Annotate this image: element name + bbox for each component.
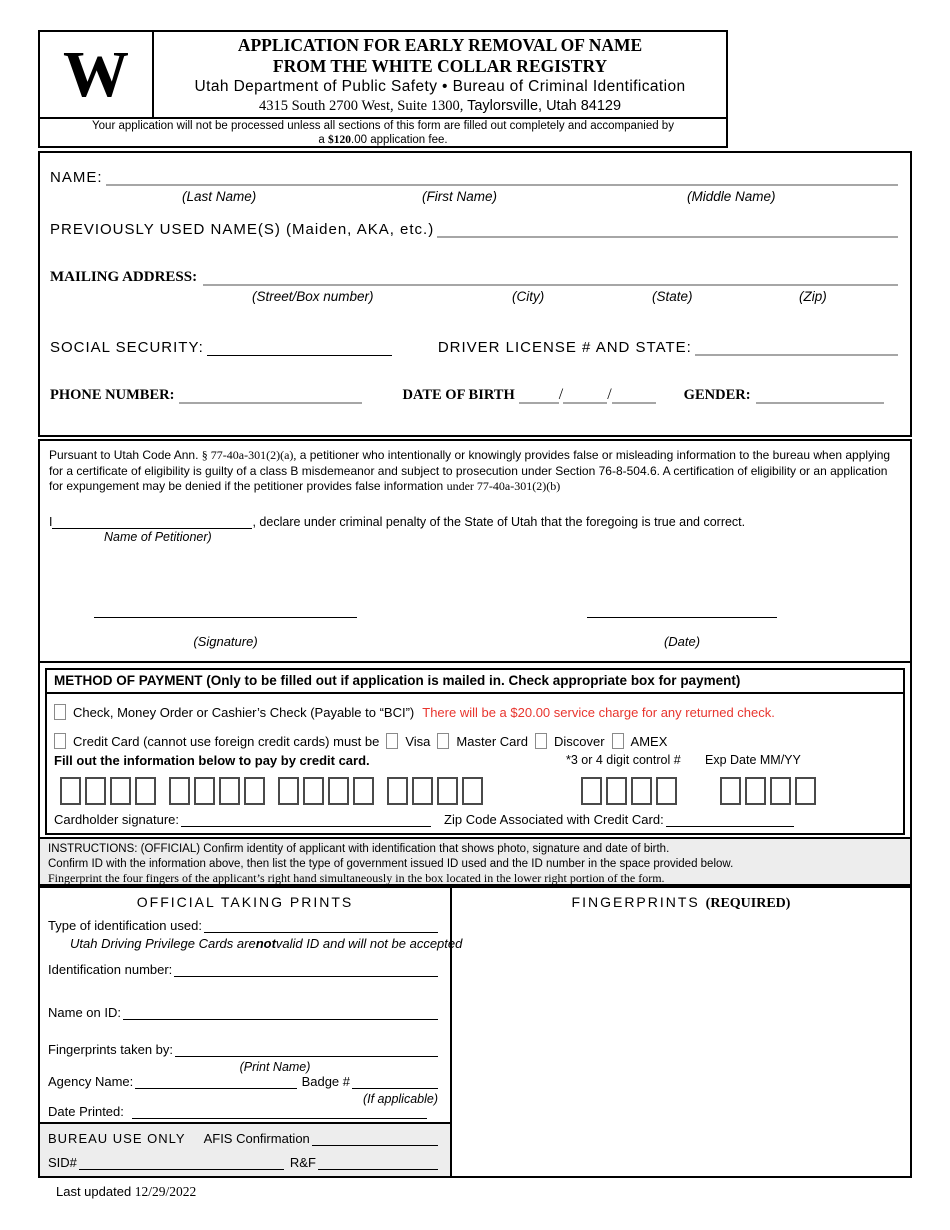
fingerprints-taken-by-label: Fingerprints taken by: bbox=[48, 1042, 174, 1057]
id-type-input-line[interactable] bbox=[204, 918, 438, 933]
phone-label: PHONE NUMBER: bbox=[50, 387, 175, 403]
card-number-row bbox=[47, 777, 903, 805]
notice-fee-amount: $120 bbox=[328, 133, 352, 146]
petitioner-name-input-line[interactable] bbox=[52, 514, 252, 529]
afis-confirmation-input-line[interactable] bbox=[312, 1131, 438, 1146]
mailing-address-input-line[interactable] bbox=[203, 270, 898, 286]
card-digit-box[interactable] bbox=[770, 777, 791, 805]
zip-sublabel: (Zip) bbox=[799, 289, 827, 304]
card-digit-box[interactable] bbox=[169, 777, 190, 805]
fingerprints-header: FINGERPRINTS bbox=[571, 894, 706, 910]
id-type-note bbox=[70, 936, 463, 951]
mastercard-label: Master Card bbox=[456, 733, 528, 749]
sid-input-line[interactable] bbox=[79, 1155, 284, 1170]
badge-number-label: Badge # bbox=[301, 1074, 350, 1089]
payment-header: METHOD OF PAYMENT (Only to be filled out if application is mailed in. Check appropriate box for payment) bbox=[47, 670, 903, 694]
prints-section bbox=[38, 886, 912, 1178]
notice-fee-prefix: a bbox=[318, 133, 329, 146]
form-title-line2: FROM THE WHITE COLLAR REGISTRY bbox=[272, 56, 608, 76]
exp-date-label: Exp Date MM/YY bbox=[705, 753, 801, 767]
street-sublabel: (Street/Box number) bbox=[252, 289, 374, 304]
ssn-label: SOCIAL SECURITY: bbox=[50, 339, 204, 356]
fillout-instruction-row bbox=[47, 753, 903, 768]
dob-year-line[interactable] bbox=[612, 388, 656, 404]
credit-card-checkbox[interactable] bbox=[54, 733, 66, 749]
signature-area bbox=[40, 616, 910, 660]
control-number-label: *3 or 4 digit control # bbox=[566, 753, 681, 767]
legal-citation-1: § 77-40a-301(2)(a), bbox=[201, 448, 297, 462]
last-updated-prefix: Last updated bbox=[56, 1184, 135, 1199]
name-on-id-input-line[interactable] bbox=[123, 1005, 438, 1020]
print-name-sublabel: (Print Name) bbox=[239, 1060, 311, 1074]
date-sublabel: (Date) bbox=[663, 634, 701, 649]
middle-name-sublabel: (Middle Name) bbox=[687, 189, 776, 204]
agency-address bbox=[154, 97, 726, 115]
card-number-group bbox=[387, 777, 487, 805]
petitioner-sublabel: Name of Petitioner) bbox=[104, 529, 212, 544]
card-digit-box[interactable] bbox=[720, 777, 741, 805]
last-updated-note bbox=[56, 1184, 196, 1200]
id-number-input-line[interactable] bbox=[174, 962, 438, 977]
card-digit-box[interactable] bbox=[219, 777, 240, 805]
afis-confirmation-label: AFIS Confirmation bbox=[203, 1131, 310, 1146]
gender-label: GENDER: bbox=[683, 387, 751, 403]
first-name-sublabel: (First Name) bbox=[422, 189, 497, 204]
card-zip-label: Zip Code Associated with Credit Card: bbox=[444, 812, 664, 827]
state-sublabel: (State) bbox=[652, 289, 693, 304]
driver-license-input-line[interactable] bbox=[695, 340, 898, 356]
date-printed-label: Date Printed: bbox=[48, 1104, 124, 1119]
application-notice bbox=[38, 119, 728, 148]
gender-input-line[interactable] bbox=[756, 388, 884, 404]
notice-line1: Your application will not be processed unless all sections of this form are filled out completely and accompanied by bbox=[92, 120, 674, 132]
sid-label: SID# bbox=[48, 1155, 77, 1170]
discover-checkbox[interactable] bbox=[535, 733, 547, 749]
id-number-label: Identification number: bbox=[48, 962, 173, 977]
bureau-use-only-label: BUREAU USE ONLY bbox=[48, 1131, 186, 1146]
legal-declaration-section bbox=[38, 439, 912, 663]
card-number-group bbox=[60, 777, 160, 805]
legal-paragraph bbox=[49, 448, 901, 495]
cardholder-signature-input-line[interactable] bbox=[181, 812, 431, 827]
visa-label: Visa bbox=[405, 733, 431, 749]
card-digit-box[interactable] bbox=[85, 777, 106, 805]
card-digit-box[interactable] bbox=[303, 777, 324, 805]
card-digit-box[interactable] bbox=[328, 777, 349, 805]
card-digit-box[interactable] bbox=[135, 777, 156, 805]
card-digit-box[interactable] bbox=[387, 777, 408, 805]
official-taking-prints-column bbox=[40, 888, 463, 1176]
legal-text-1: Pursuant to Utah Code Ann. bbox=[49, 448, 202, 462]
check-option-label: Check, Money Order or Cashier’s Check (Payable to “BCI”) bbox=[73, 704, 415, 720]
id-note-part2: valid ID and will not be accepted bbox=[275, 936, 463, 951]
card-digit-box[interactable] bbox=[795, 777, 816, 805]
cardholder-signature-row bbox=[47, 812, 903, 827]
fingerprints-taken-by-input-line[interactable] bbox=[175, 1042, 438, 1057]
exp-date-group bbox=[720, 777, 820, 805]
fillout-instruction: Fill out the information below to pay by credit card. bbox=[54, 753, 370, 768]
agency-address-part1: 4315 South 2700 West, Suite 1300, bbox=[258, 98, 464, 114]
logo-letter: W bbox=[63, 37, 129, 111]
id-note-emphasis: not bbox=[255, 936, 276, 951]
form-title-line1: APPLICATION FOR EARLY REMOVAL OF NAME bbox=[237, 35, 643, 55]
date-input-line[interactable] bbox=[587, 616, 777, 618]
notice-line2 bbox=[40, 134, 726, 148]
legal-citation-2: under 77-40a-301(2)(b) bbox=[446, 479, 561, 493]
card-digit-box[interactable] bbox=[244, 777, 265, 805]
official-instructions bbox=[38, 837, 912, 886]
dob-day-line[interactable] bbox=[563, 388, 607, 404]
dob-separator2: / bbox=[607, 386, 612, 403]
card-digit-box[interactable] bbox=[353, 777, 374, 805]
badge-number-input-line[interactable] bbox=[352, 1074, 438, 1089]
card-digit-box[interactable] bbox=[656, 777, 677, 805]
driver-license-label: DRIVER LICENSE # AND STATE: bbox=[437, 339, 692, 356]
ssn-input-line[interactable] bbox=[207, 341, 392, 356]
dob-separator1: / bbox=[558, 386, 564, 403]
agency-name-input-line[interactable] bbox=[135, 1074, 296, 1089]
last-updated-date: 12/29/2022 bbox=[134, 1184, 197, 1199]
official-prints-header: OFFICIAL TAKING PRINTS bbox=[136, 894, 354, 910]
mailing-address-label: MAILING ADDRESS: bbox=[50, 269, 198, 285]
card-digit-box[interactable] bbox=[631, 777, 652, 805]
rf-input-line[interactable] bbox=[318, 1155, 438, 1170]
payment-section bbox=[45, 668, 905, 835]
agency-address-part2: Taylorsville, Utah 84129 bbox=[463, 98, 622, 114]
amex-checkbox[interactable] bbox=[612, 733, 624, 749]
check-option-row bbox=[47, 704, 903, 720]
last-name-sublabel: (Last Name) bbox=[182, 189, 257, 204]
payment-outer-container bbox=[38, 663, 912, 837]
card-digit-box[interactable] bbox=[278, 777, 299, 805]
agency-logo bbox=[40, 32, 154, 117]
card-number-group bbox=[278, 777, 378, 805]
cardholder-signature-label: Cardholder signature: bbox=[54, 812, 180, 827]
card-digit-box[interactable] bbox=[581, 777, 602, 805]
signature-sublabel: (Signature) bbox=[193, 634, 258, 649]
card-digit-box[interactable] bbox=[462, 777, 483, 805]
instructions-line3: Fingerprint the four fingers of the applicant’s right hand simultaneously in the box located in the lower right portion of the form. bbox=[48, 871, 665, 885]
fingerprint-capture-area[interactable] bbox=[452, 916, 910, 1176]
agency-name: Utah Department of Public Safety • Bureau of Criminal Identification bbox=[194, 78, 686, 95]
card-digit-box[interactable] bbox=[60, 777, 81, 805]
card-digit-box[interactable] bbox=[412, 777, 433, 805]
form-header bbox=[38, 30, 728, 119]
card-digit-box[interactable] bbox=[606, 777, 627, 805]
rf-label: R&F bbox=[289, 1155, 316, 1170]
returned-check-warning: There will be a $20.00 service charge for any returned check. bbox=[422, 704, 775, 720]
previous-names-input-line[interactable] bbox=[437, 222, 898, 238]
declaration-row bbox=[49, 514, 901, 529]
amex-label: AMEX bbox=[630, 733, 668, 749]
visa-checkbox[interactable] bbox=[386, 733, 398, 749]
signature-input-line[interactable] bbox=[94, 616, 357, 618]
card-digit-box[interactable] bbox=[437, 777, 458, 805]
check-option-checkbox[interactable] bbox=[54, 704, 66, 720]
dob-month-line[interactable] bbox=[519, 388, 559, 404]
card-digit-box[interactable] bbox=[110, 777, 131, 805]
declaration-text: , declare under criminal penalty of the State of Utah that the foregoing is true and correct. bbox=[252, 514, 746, 529]
notice-fee-suffix: .00 application fee. bbox=[351, 133, 448, 146]
instructions-line1: INSTRUCTIONS: (OFFICIAL) Confirm identity of applicant with identification that shows photo, signature and date of birth. bbox=[48, 843, 670, 855]
fingerprints-required-label: (REQUIRED) bbox=[705, 896, 791, 911]
city-sublabel: (City) bbox=[512, 289, 545, 304]
if-applicable-sublabel: (If applicable) bbox=[362, 1092, 438, 1106]
discover-label: Discover bbox=[553, 733, 605, 749]
id-note-part1: Utah Driving Privilege Cards are bbox=[70, 936, 256, 951]
form-title-block bbox=[154, 32, 726, 117]
control-number-group bbox=[581, 777, 681, 805]
name-on-id-label: Name on ID: bbox=[48, 1005, 121, 1020]
previous-names-label: PREVIOUSLY USED NAME(S) (Maiden, AKA, etc.) bbox=[50, 221, 435, 238]
bureau-use-only-section bbox=[40, 1122, 450, 1176]
date-printed-input-line[interactable] bbox=[132, 1104, 427, 1119]
personal-info-section bbox=[38, 151, 912, 437]
instructions-line2: Confirm ID with the information above, then list the type of government issued ID used and the ID number in the space provided below. bbox=[48, 857, 734, 870]
name-label: NAME: bbox=[50, 169, 103, 186]
legal-text-2: a petitioner who intentionally or knowingly provides false or misleading information to the bureau when applying for a certificate of eligibility is guilty of a class B misdemeanor and subject to prosecution under Section 76-8-504.6. A certification of eligibility or an application for expungement may be denied if the petitioner provides false information bbox=[49, 448, 891, 493]
card-zip-input-line[interactable] bbox=[666, 812, 794, 827]
mastercard-checkbox[interactable] bbox=[437, 733, 449, 749]
card-number-group bbox=[169, 777, 269, 805]
phone-input-line[interactable] bbox=[179, 388, 362, 404]
fingerprints-column bbox=[452, 888, 910, 1176]
agency-name-label: Agency Name: bbox=[48, 1074, 134, 1089]
declaration-i: I bbox=[49, 514, 53, 529]
credit-card-option-row bbox=[47, 733, 903, 749]
id-type-label: Type of identification used: bbox=[48, 918, 202, 933]
card-digit-box[interactable] bbox=[194, 777, 215, 805]
name-input-line[interactable] bbox=[106, 170, 898, 186]
credit-card-label: Credit Card (cannot use foreign credit cards) must be bbox=[73, 733, 380, 749]
card-digit-box[interactable] bbox=[745, 777, 766, 805]
dob-label: DATE OF BIRTH bbox=[402, 387, 515, 403]
